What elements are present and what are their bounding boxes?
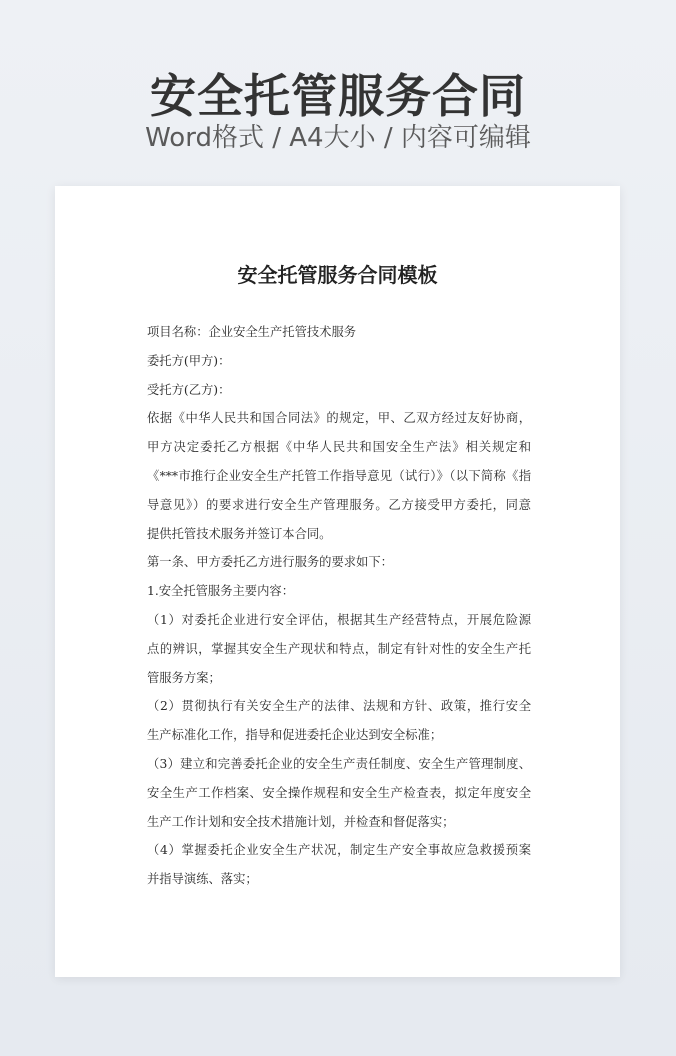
list-item-line: 生产工作计划和安全技术措施计划，并检查和督促落实； — [147, 814, 455, 829]
document-title: 安全托管服务合同模板 — [237, 263, 438, 287]
list-item-line: （4）掌握委托企业安全生产状况，制定生产安全事故应急救援预案 — [147, 843, 531, 858]
list-item-line: （3）建立和完善委托企业的安全生产责任制度、安全生产管理制度、 — [147, 756, 531, 771]
banner-subtitle: Word格式 / A4大小 / 内容可编辑 — [145, 123, 531, 153]
document-page — [55, 186, 620, 977]
list-item-line: 安全生产工作档案、安全操作规程和安全生产检查表，拟定年度安全 — [147, 785, 531, 800]
section-heading: 1.安全托管服务主要内容： — [147, 584, 294, 599]
list-item-line: 点的辨识，掌握其安全生产现状和特点，制定有针对性的安全生产托 — [147, 641, 531, 656]
list-item-line: 管服务方案； — [147, 670, 221, 685]
list-item-line: 并指导演练、落实； — [147, 872, 258, 887]
party-b-line: 受托方(乙方)： — [147, 382, 231, 397]
paragraph-line: 导意见》）的要求进行安全生产管理服务。乙方接受甲方委托，同意 — [147, 497, 531, 512]
paragraph-line: 提供托管技术服务并签订本合同。 — [147, 526, 332, 541]
paragraph-line: 《***市推行企业安全生产托管工作指导意见（试行）》（以下简称《指 — [147, 468, 531, 483]
project-name-line: 项目名称：企业安全生产托管技术服务 — [147, 325, 357, 339]
party-a-line: 委托方(甲方)： — [147, 353, 231, 368]
paragraph-line: 甲方决定委托乙方根据《中华人民共和国安全生产法》相关规定和 — [147, 440, 531, 455]
document-body — [147, 318, 531, 894]
list-item-line: （2）贯彻执行有关安全生产的法律、法规和方针、政策，推行安全 — [147, 699, 531, 714]
list-item-line: （1）对委托企业进行安全评估，根据其生产经营特点，开展危险源 — [147, 612, 531, 627]
list-item-line: 生产标准化工作，指导和促进委托企业达到安全标准； — [147, 728, 443, 743]
article-heading: 第一条、甲方委托乙方进行服务的要求如下： — [147, 555, 393, 570]
banner-title: 安全托管服务合同 — [150, 69, 526, 123]
paragraph-line: 依据《中华人民共和国合同法》的规定，甲、乙双方经过友好协商， — [147, 411, 531, 426]
